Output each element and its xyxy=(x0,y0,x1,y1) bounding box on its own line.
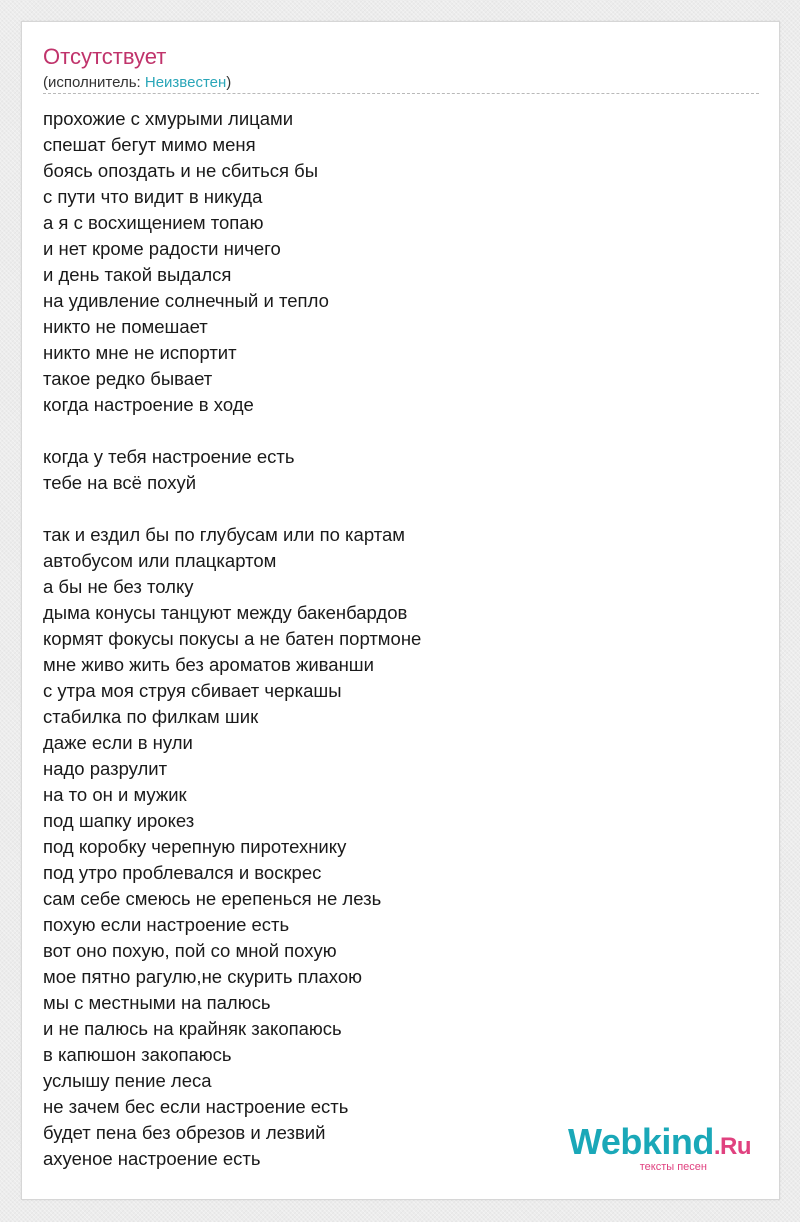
lyric-line: с утра моя струя сбивает черкашы xyxy=(43,680,342,701)
lyric-line: на удивление солнечный и тепло xyxy=(43,290,329,311)
lyric-line: прохожие с хмурыми лицами xyxy=(43,108,294,129)
lyric-line: на то он и мужик xyxy=(43,784,187,805)
site-logo[interactable] xyxy=(551,1121,751,1173)
lyric-line: мы с местными на палюсь xyxy=(43,992,271,1013)
lyric-line: кормят фокусы покусы а не батен портмоне xyxy=(43,628,422,649)
lyric-line: и день такой выдался xyxy=(43,264,232,285)
lyric-line: автобусом или плацкартом xyxy=(43,550,277,571)
lyric-line: похую если настроение есть xyxy=(43,914,290,935)
lyric-line: дыма конусы танцуют между бакенбардов xyxy=(43,602,408,623)
lyric-blank-line xyxy=(43,496,421,522)
lyric-line: никто мне не испортит xyxy=(43,342,237,363)
lyric-line: даже если в нули xyxy=(43,732,193,753)
lyric-line: так и ездил бы по глубусам или по картам xyxy=(43,524,405,545)
lyric-line: тебе на всё похуй xyxy=(43,472,197,493)
logo-tagline: тексты песен xyxy=(639,1161,707,1173)
logo-main-text: Webkind xyxy=(567,1121,714,1162)
lyric-line: такое редко бывает xyxy=(43,368,213,389)
lyric-line: а бы не без толку xyxy=(43,576,194,597)
lyric-line: под коробку черепную пиротехнику xyxy=(43,836,347,857)
lyric-line: боясь опоздать и не сбиться бы xyxy=(43,160,319,181)
song-title: Отсутствует xyxy=(43,44,167,69)
lyric-line: ахуеное настроение есть xyxy=(43,1148,261,1169)
lyric-line: под шапку ирокез xyxy=(43,810,195,831)
lyric-line: а я с восхищением топаю xyxy=(43,212,264,233)
dashed-divider xyxy=(43,93,759,94)
lyric-line: мое пятно рагулю,не скурить плахою xyxy=(43,966,362,987)
lyric-line: будет пена без обрезов и лезвий xyxy=(43,1122,326,1143)
lyric-line: никто не помешает xyxy=(43,316,208,337)
lyric-blank-line xyxy=(43,418,421,444)
lyric-line: в капюшон закопаюсь xyxy=(43,1044,232,1065)
lyric-line: спешат бегут мимо меня xyxy=(43,134,256,155)
lyric-line: не зачем бес если настроение есть xyxy=(43,1096,349,1117)
lyric-line: и не палюсь на крайняк закопаюсь xyxy=(43,1018,342,1039)
lyric-line: надо разрулит xyxy=(43,758,168,779)
lyric-line: с пути что видит в никуда xyxy=(43,186,263,207)
lyric-line: под утро проблевался и воскрес xyxy=(43,862,322,883)
artist-suffix: ) xyxy=(226,74,232,91)
artist-link[interactable]: Неизвестен xyxy=(144,74,227,91)
logo-tld: .Ru xyxy=(713,1133,751,1160)
lyrics-text xyxy=(43,106,421,1172)
lyric-line: стабилка по филкам шик xyxy=(43,706,259,727)
lyric-line: услышу пение леса xyxy=(43,1070,212,1091)
logo-wordmark xyxy=(551,1121,751,1165)
lyrics-card xyxy=(21,21,780,1200)
artist-prefix: (исполнитель: xyxy=(43,74,145,91)
lyric-line: когда настроение в ходе xyxy=(43,394,254,415)
artist-line xyxy=(43,73,231,93)
lyric-line: вот оно похую, пой со мной похую xyxy=(43,940,337,961)
lyric-line: сам себе смеюсь не ерепенься не лезь xyxy=(43,888,382,909)
lyric-line: мне живо жить без ароматов живанши xyxy=(43,654,374,675)
lyric-line: и нет кроме радости ничего xyxy=(43,238,281,259)
lyric-line: когда у тебя настроение есть xyxy=(43,446,295,467)
